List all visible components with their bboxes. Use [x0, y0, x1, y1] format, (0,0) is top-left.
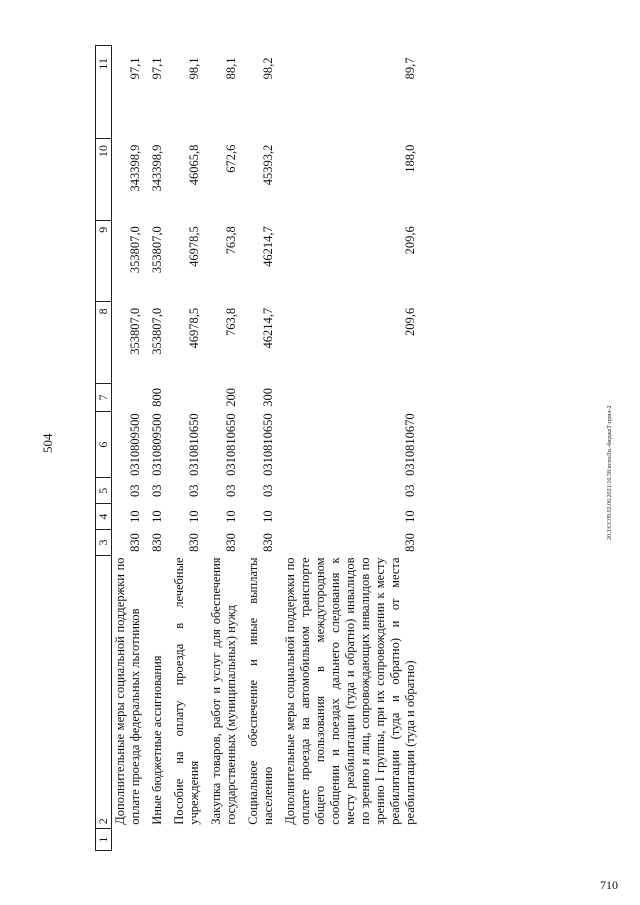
cell-ministry-code: 830: [224, 533, 238, 552]
cell-expense-type: 200: [224, 387, 238, 407]
cell-c1: [112, 829, 150, 851]
cell-amount-8: 353807,0: [128, 307, 142, 355]
cell-description: Дополнительные меры социальной поддержки по оплате проезда федеральных льготников: [113, 557, 142, 825]
cell-c1: [245, 829, 282, 851]
cell-ministry-code: 830: [403, 533, 417, 552]
table-row: [245, 46, 282, 851]
cell-amount-8: 763,8: [224, 307, 238, 336]
column-header: 10: [96, 139, 112, 221]
table-header-row: [96, 46, 112, 851]
column-header: 3: [96, 530, 112, 556]
cell-target-article: 0310809500: [128, 413, 142, 476]
cell-section: 10: [187, 510, 201, 523]
table-row: [208, 46, 245, 851]
cell-expense-type: [282, 383, 424, 411]
cell-expense-type: 800: [150, 387, 164, 407]
cell-amount-10: 343398,9: [150, 144, 164, 192]
cell-amount-9: 209,6: [403, 226, 417, 255]
column-header: 4: [96, 504, 112, 530]
cell-amount-10: 343398,9: [128, 144, 142, 192]
cell-subsection: 03: [224, 484, 238, 497]
cell-expense-type: [112, 383, 150, 411]
column-header: 5: [96, 478, 112, 504]
cell-percent: 97,1: [150, 57, 164, 80]
budget-table-rotated: [95, 45, 582, 851]
cell-subsection: 03: [187, 484, 201, 497]
cell-description: Закупка товаров, работ и услуг для обеспечения государственных (муниципальных) нужд: [209, 557, 238, 825]
cell-c1: [208, 829, 245, 851]
cell-amount-9: 353807,0: [128, 226, 142, 274]
cell-section: 10: [403, 510, 417, 523]
column-header: 9: [96, 220, 112, 302]
cell-subsection: 03: [403, 484, 417, 497]
cell-amount-9: 353807,0: [150, 226, 164, 274]
page-number-header: 504: [40, 433, 55, 453]
cell-target-article: 0310810650: [187, 413, 201, 476]
cell-target-article: 0310810650: [261, 413, 275, 476]
cell-amount-8: 46214,7: [261, 307, 275, 349]
table-row: [282, 46, 424, 851]
column-header: 1: [96, 829, 112, 851]
cell-subsection: 03: [261, 484, 275, 497]
table-row: [112, 46, 150, 851]
cell-amount-10: 188,0: [403, 144, 417, 173]
document-path-note: 20.3/СС09.02.06.2021/16.58/испоЛн.-бюджеТ-прил-2: [607, 405, 613, 540]
cell-description: Пособие на оплату проезда в лечебные учреждения: [172, 557, 201, 825]
cell-target-article: 0310809500: [150, 413, 164, 476]
cell-amount-10: 45393,2: [261, 144, 275, 186]
cell-percent: 98,1: [187, 57, 201, 80]
budget-table: [95, 45, 424, 851]
cell-section: 10: [261, 510, 275, 523]
cell-amount-10: 672,6: [224, 144, 238, 173]
cell-expense-type: 300: [261, 387, 275, 407]
cell-amount-8: 46978,5: [187, 307, 201, 349]
cell-section: 10: [128, 510, 142, 523]
cell-subsection: 03: [150, 484, 164, 497]
cell-c1: [149, 829, 171, 851]
cell-description: Дополнительные меры социальной поддержки по оплате проезда на автомобильном транспорте общего пользования в междугородном сообщении и поездах дальнего следования к месту реабилитации (туда и обратно) инвалидов по зрению и лиц, сопровождающих инвалидов по зрению I группы, при их сопровождении к месту реабилитации (туда и обратно) и от места реабилитации (туда и обратно): [283, 557, 417, 825]
cell-percent: 88,1: [224, 57, 238, 80]
page-number-footer: 710: [600, 878, 618, 892]
cell-percent: 89,7: [403, 57, 417, 80]
cell-c1: [282, 829, 424, 851]
cell-amount-8: 209,6: [403, 307, 417, 336]
cell-expense-type: [171, 383, 208, 411]
cell-ministry-code: 830: [261, 533, 275, 552]
cell-description: Социальное обеспечение и иные выплаты населению: [246, 557, 275, 825]
cell-amount-9: 46214,7: [261, 226, 275, 267]
cell-section: 10: [150, 510, 164, 523]
cell-target-article: 0310810670: [403, 413, 417, 476]
cell-description: Иные бюджетные ассигнования: [150, 655, 164, 825]
column-header: 2: [96, 555, 112, 828]
column-header: 7: [96, 383, 112, 411]
cell-ministry-code: 830: [128, 533, 142, 552]
column-header: 11: [96, 46, 112, 139]
cell-c1: [171, 829, 208, 851]
cell-ministry-code: 830: [187, 533, 201, 552]
column-header: 6: [96, 411, 112, 478]
cell-target-article: 0310810650: [224, 413, 238, 476]
cell-amount-8: 353807,0: [150, 307, 164, 355]
cell-section: 10: [224, 510, 238, 523]
cell-ministry-code: 830: [150, 533, 164, 552]
column-header: 8: [96, 302, 112, 384]
table-row: [171, 46, 208, 851]
cell-percent: 98,2: [261, 57, 275, 80]
cell-amount-10: 46065,8: [187, 144, 201, 186]
cell-subsection: 03: [128, 484, 142, 497]
table-row: [149, 46, 171, 851]
cell-percent: 97,1: [128, 57, 142, 80]
cell-amount-9: 763,8: [224, 226, 238, 255]
cell-amount-9: 46978,5: [187, 226, 201, 267]
